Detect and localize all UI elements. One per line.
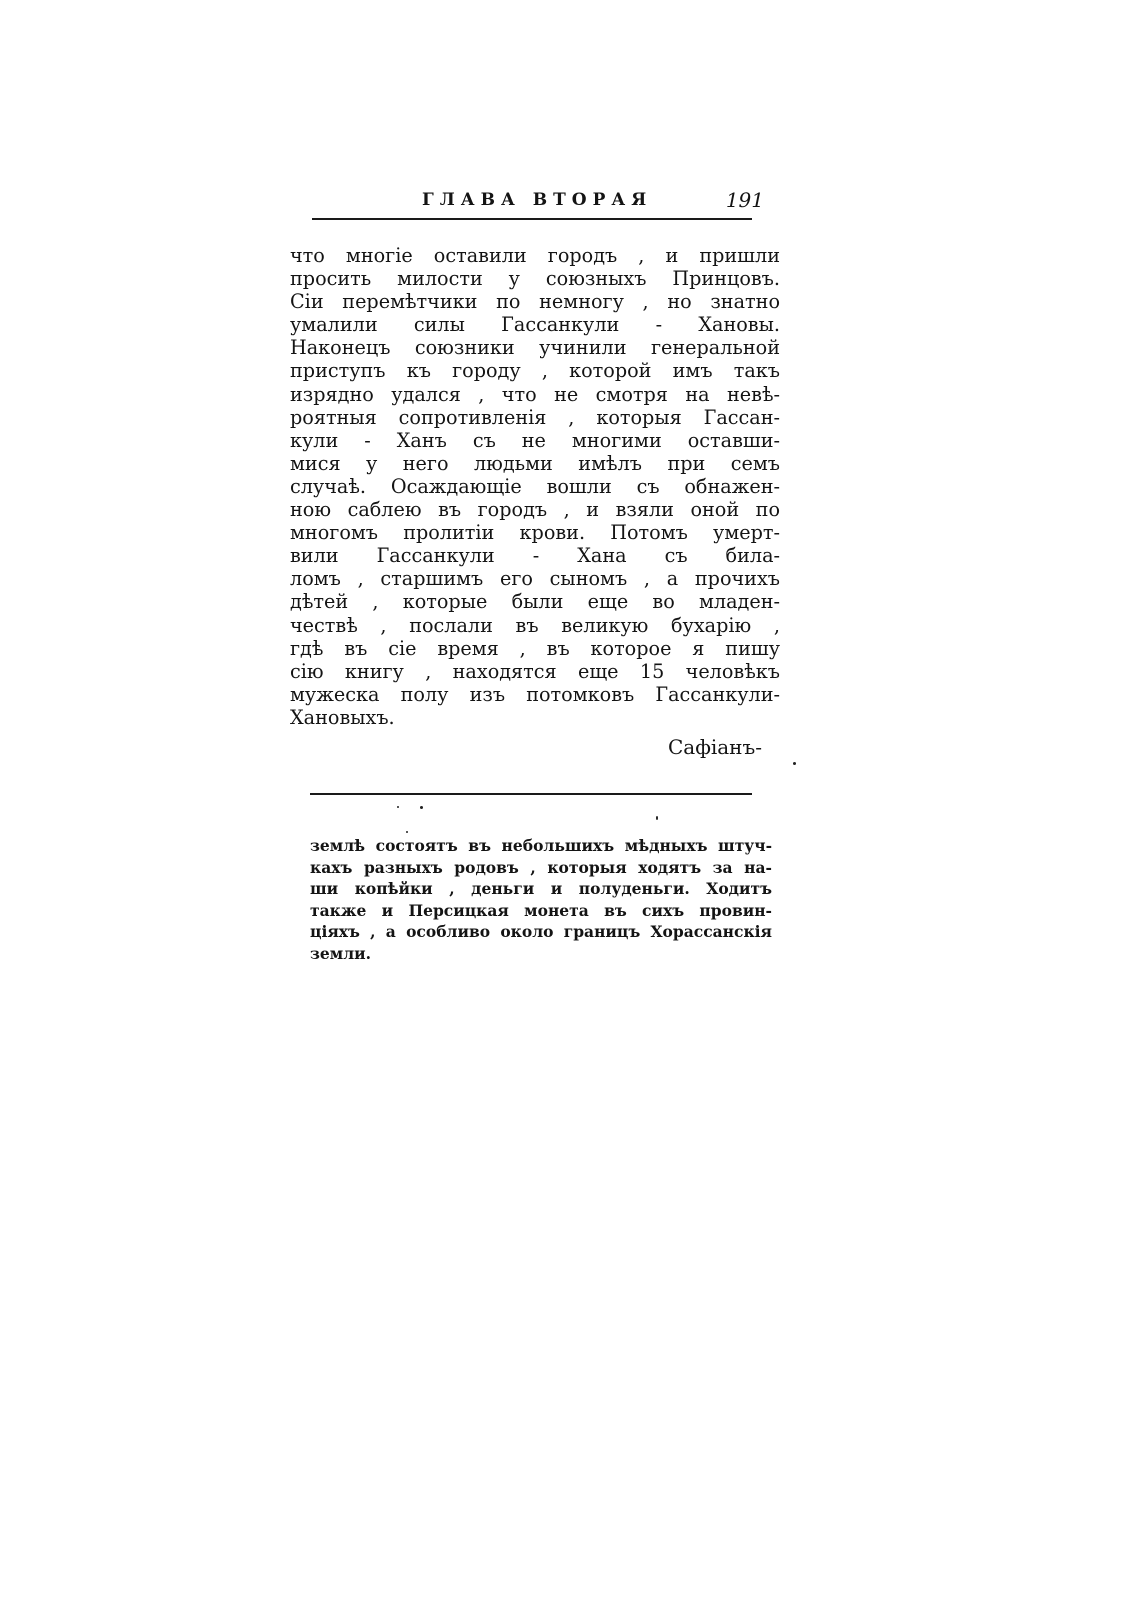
main-text xyxy=(290,244,780,729)
footnote xyxy=(310,835,772,965)
scan-speck xyxy=(793,762,796,765)
text-line: что многіе оставили городъ , и пришли xyxy=(290,244,780,267)
text-line: вили Гассанкули - Хана съ била- xyxy=(290,544,780,568)
text-line: Хановыхъ. xyxy=(290,705,395,729)
text-line: приступъ къ городу , которой имъ такъ xyxy=(290,359,780,383)
text-line: случаѣ. Осаждающіе вошли съ обнажен- xyxy=(290,474,780,498)
text-line: ною саблею въ городъ , и взяли оной по xyxy=(290,498,780,522)
scan-speck xyxy=(420,806,423,809)
header-rule xyxy=(312,218,752,220)
text-line: гдѣ въ сіе время , въ которое я пишу xyxy=(290,636,780,660)
text-line: чествѣ , послали въ великую бухарію , xyxy=(290,613,780,637)
text-line: изрядно удался , что не смотря на невѣ- xyxy=(290,382,780,406)
text-line: Наконецъ союзники учинили генеральной xyxy=(290,336,780,360)
footnote-line: ши копѣйки , деньги и полуденьги. Ходитъ xyxy=(310,879,772,899)
text-line: сію книгу , находятся еще 15 человѣкъ xyxy=(290,659,780,683)
catchword: Сафіанъ- xyxy=(667,734,762,759)
text-line: умалили силы Гассанкули - Хановы. xyxy=(290,313,780,337)
printed-page xyxy=(290,180,780,965)
text-line: ломъ , старшимъ его сыномъ , а прочихъ xyxy=(290,567,780,591)
footnote-line: кахъ разныхъ родовъ , которыя ходятъ за на- xyxy=(310,857,772,877)
scan-speck xyxy=(656,816,658,820)
running-head: ГЛАВА ВТОРАЯ xyxy=(422,190,653,210)
footnote-line: земли. xyxy=(310,943,372,963)
scan-speck xyxy=(406,831,408,833)
page-number: 191 xyxy=(725,188,764,212)
scan-speck xyxy=(397,806,399,808)
text-line: просить милости у союзныхъ Принцовъ. xyxy=(290,267,780,291)
text-line: Сіи перемѣтчики по немногу , но знатно xyxy=(290,290,780,314)
footnote-rule xyxy=(310,793,752,795)
footnote-line: землѣ состоятъ въ небольшихъ мѣдныхъ штуч- xyxy=(310,835,772,855)
page-header xyxy=(290,180,770,216)
footnote-line: ціяхъ , а особливо около границъ Хорассанскія xyxy=(310,922,772,942)
text-line: мужеска полу изъ потомковъ Гассанкули- xyxy=(290,682,780,706)
text-line: многомъ пролитіи крови. Потомъ умерт- xyxy=(290,521,780,545)
text-line: дѣтей , которые были еще во младен- xyxy=(290,590,780,614)
text-line: кули - Ханъ съ не многими оставши- xyxy=(290,428,780,452)
footnote-line: также и Персицкая монета въ сихъ провин- xyxy=(310,900,772,920)
text-line: роятныя сопротивленія , которыя Гассан- xyxy=(290,405,780,429)
text-line: мися у него людьми имѣлъ при семъ xyxy=(290,451,780,475)
